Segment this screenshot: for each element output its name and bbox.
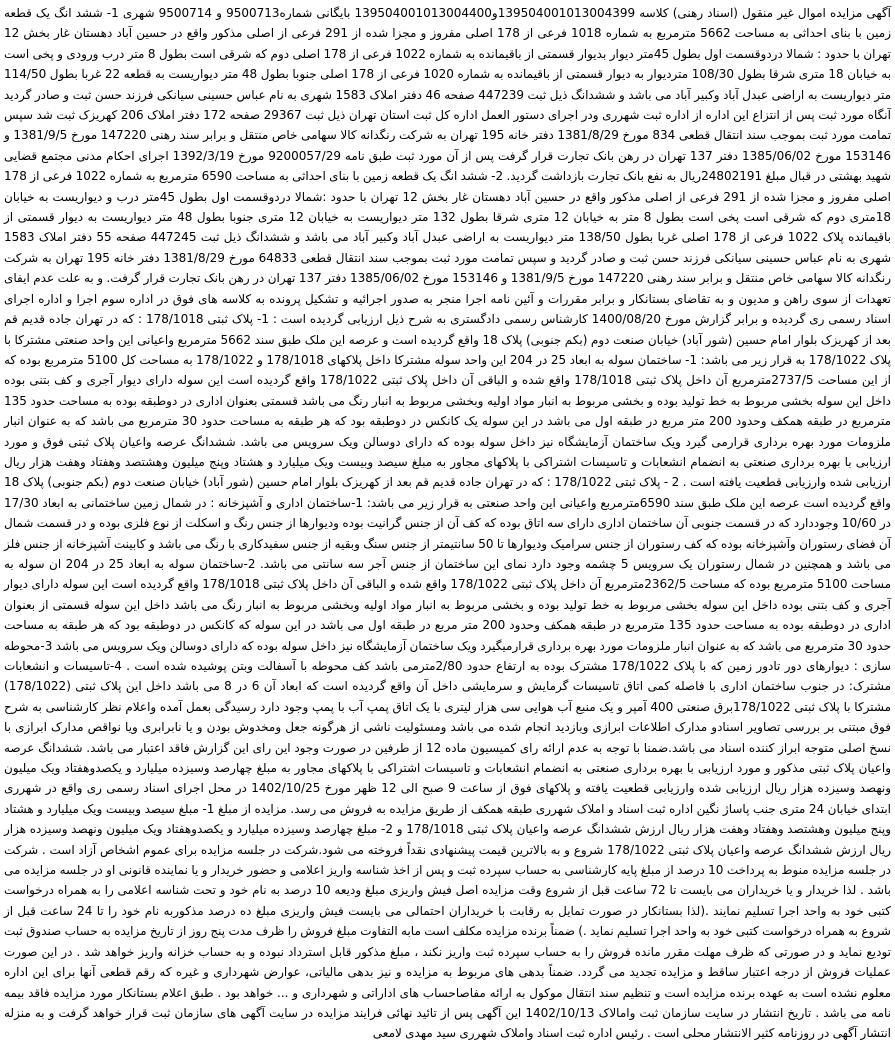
auction-notice-text: آگهی مزایده اموال غیر منقول (اسناد رهنی) کلاسه 139504001013004399و139504001013004400 بایگانی شماره9500713 و 9500714 شهری 1- ششد انگ یک قطعه زمین با بنای احداثی به مساحت 5662 مترمربع به شماره 1018 فرعی از 178 اصلی مفروز و مجزا شده از 291 فرعی از اصلی مذکور واقع در حسین آباد دهستان غار بخش 12 تهران با حدود : شمالا دردوقسمت اول بطول 45متر دیوار بدیوار قسمتی از باقیمانده به شماره 1022 فرعی از 178 اصلی دوم که شرقی است بطول 8 متر درب ورودی و پخی است به خیابان 18 متری شرقا بطول 108/30 متردیوار به دیوار قسمتی از باقیمانده به شماره 1020 فرعی از 178 اصلی جنوبا بطول 48 متر دیواریست به قطعه 22 غربا بطول 114/50 متر دیواریست به اراضی عبدل آباد وکبیر آباد می باشد و ششدانگ ذیل ثبت 447239 صفحه 46 دفتر املاک 1583 شهری به نام عباس حسینی سیانکی فرزند حسن ثبت و صادر گردید آنگاه مورد ثبت پس از انتزاع این اداره از اداره ثبت شهرری ودر اجرای دستور العمل اداره کل ثبت استان تهران ذیل ثبت 29367 صفحه 172 دفتر املاک 206 کهریزک ثبت شد سپس تمامت مورد ثبت بموجب سند انتقال قطعی 834 مورخ 1381/8/29 دفتر خانه 195 تهران به شرکت رنگدانه کالا سهامی خاص منتقل و برابر سند رهنی 147220 مورخ 1381/9/5 و 153146 مورخ 1385/06/02 دفتر 137 تهران در رهن بانک تجارت قرار گرفت پس از آن مورد ثبت طبق نامه 9200057/29 مورخ 1392/3/19 اجرای احکام مدنی مجتمع قضایی شهید بهشتی در قبال مبلغ 24802191ریال به نفع بانک تجارت بازداشت گردید. 2- ششد انگ یک قطعه زمین با بنای احداثی به مساحت 6590 مترمربع به شماره 1022 فرعی از 178 اصلی مفروز و مجزا شده از 291 فرعی از اصلی مذکور واقع در حسین آباد دهستان غار بخش 12 تهران با حدود :شمالا دردوقسمت اول بطول 45متر درب و دیواریست به خیابان 18متری دوم که شرقی است پخی است بطول 8 متر به خیابان 12 متری شرقا بطول 132 متر دیواریست به خیابان 12 متری جنوبا بطول 48 متر دیواریست به دیوار قسمتی از باقیمانده پلاک 1022 فرعی از 178 اصلی غربا بطول 138/50 متر دیواریست به اراضی عبدل آباد وکبیر آباد می باشد و ششدانگ ذیل ثبت 447245 صفحه 55 دفتر املاک 1583 شهری به نام عباس حسینی سیانکی فرزند حسن ثبت و صادر گردید و سپس تمامت مورد ثبت بموجب سند انتقال قطعی 64833 مورخ 1381/8/29 دفتر خانه 195 تهران به شرکت رنگدانه کالا سهامی خاص منتقل و برابر سند رهنی 147220 مورخ 1381/9/5 و 153146 مورخ 1385/06/02 دفتر 137 تهران در رهن بانک تجارت قرار گرفت. و به علت عدم ایفای تعهدات از سوی راهن و مدیون و به تقاضای بستانکار و برابر مقررات و آئین نامه اجرا منجر به صدور اجرائیه و تشکیل پرونده به کلاسه های فوق در اداره سوم اجرا و اداره اجرای اسناد رسمی ری گردیده و برابر گزارش مورخ 1400/08/20 کارشناس رسمی دادگستری به شرح ذیل ارزیابی گردیده است : 1- پلاک ثبتی 178/1018 : که در تهران جاده قدیم قم بعد از کهریزک بلوار امام حسین (شور آباد) خیابان صنعت دوم (بکم جنوبی) پلاک 18 واقع گردیده است و عرصه این ملک طبق سند 5662 مترمربع واعیانی این واحد صنعتی مشترکا با پلاک 178/1022 به قرار زیر می باشد: 1- ساختمان سوله به ابعاد 25 در 204 این واحد سوله مشترکا داخل پلاکهای 178/1018 و 178/1022 به مساحت کل 5100 مترمربع بوده که از این مساحت 2737/5مترمربع آن داخل پلاک ثبتی 178/1018 واقع شده و الباقی آن داخل پلاک ثبتی 178/1022 واقع گردیده است این سوله دارای دیوار آجری و کف بتنی بوده داخل این سوله بخشی مربوط به خط تولید بوده و بخشی مربوط به انبار مواد اولیه وبخشی مربوط به انبار رنگ می باشد قسمتی بعنوان اداری در دوطبقه بوده به مساحت حدود 135 مترمربع در طبقه همکف وحدود 200 متر مربع در طبقه اول می باشد در این سوله یک کانکس در دوطبقه بود که هر طبقه به مساحت حدود 30 مترمربع می باشد که به عنوان انبار ملزومات مورد بهره برداری قرارمی گیرد ویک ساختمان آزمایشگاه نیز داخل سوله بوده که دارای دوسالن ویک سرویس می باشد. ششدانگ عرصه واعیان پلاک ثبتی فوق و مورد ارزیابی با بهره برداری صنعتی به انضمام انشعابات و تاسیسات اشتراکی با پلاکهای مجاور به مبلغ سیصد وبیست ویک میلیارد و هشتاد وپنج میلیون وهشتصد وهفتاد وهفت هزار ریال ارزیابی شده وارزیابی قطعیت یافته است . 2 - پلاک ثبتی 178/1022 : که در تهران جاده قدیم قم بعد از کهریزک بلوار امام حسین (شور آباد) خیابان صنعت دوم (بکم جنوبی) پلاک 18 واقع گردیده است عرصه این ملک طبق سند 6590مترمربع واعیانی این واحد صنعتی به قرار زیر می باشد: 1-ساختمان اداری و آشپزخانه : در شمال زمین ساختمانی به ابعاد 17/30 در 10/60 وجوددارد که در قسمت جنوبی آن ساختمان اداری دارای سه اتاق بوده که کف آن از جنس گرانیت بوده ودیوارها از جنس رنگ و اسکلت از نوع فلزی بوده و در قسمت شمال آن فضای رستوران وآشپزخانه بوده که کف رستوران از جنس سرامیک ودیوارها تا 50 سانتیمتر از جنس سنگ وبقیه از جنس سفیدکاری با رنگ می باشد و کابینت آشپزخانه از جنس فلز می باشد و همچنین در شمال رستوران یک سرویس 5 چشمه وجود دارد نمای این ساختمان از جنس آجر سه سانتی می باشد. 2-ساختمان سوله به ابعاد 25 در 204 ان سوله به مساحت 5100 مترمربع بوده که مساحت 2362/5مترمربع آن داخل پلاک ثبتی 178/1022 واقع شده و الباقی آن داخل پلاک ثبتی 178/1018 واقع گردیده است این سوله دارای دیوار آجری و کف بتنی بوده داخل این سوله بخشی مربوط به خط تولید بوده و بخشی مربوط به انبار مواد اولیه وبخشی مربوط به انبار رنگ می باشد داخل این سوله قسمتی از بعنوان اداری در دوطبقه بوده به مساحت حدود 135 مترمربع در طبقه همکف وحدود 200 متر مربع در طبقه اول می باشد در این سوله که کانکس در دوطبقه بود که هر طبقه به مساحت حدود 30 مترمربع می باشد که به عنوان انبار ملزومات مورد بهره برداری قرارمیگیرد ویک ساختمان آزمایشگاه نیز داخل سوله بوده که دارای دوسالن ویک سرویس می باشد 3-محوطه سازی : دیوارهای دور تادور زمین که با پلاک 178/1022 مشترک بوده به ارتفاع حدود 2/80مترمی باشد کف محوطه با آسفالت وبتن پوشیده شده است . 4-تاسیسات و انشعابات مشترک: در جنوب ساختمان اداری با فاصله کمی اتاق تاسیسات گرمایش و سرمایشی داخل آن واقع گردیده است که ابعاد آن 6 در 8 می باشد داخل این پلاک ثبتی (178/1022) مشترکا با پلاک ثبتی 178/1022برق صنعتی 400 آمپر و یک منبع آب هوایی سی هزار لیتری با یک اتاق پمپ آب با پمپ وجود دارد رسیدگی بعمل آمده واعلام نظر کارشناسی به شرح فوق مبتنی بر بررسی تصاویر اسنادو مدارک اطلاعات ابرازی وبازدید انجام شده می باشد ومسئولیت ناشی از هرگونه جعل ومخدوش بودن و یا نابرابری ویا نواقص مدارک ابرازی با نسخ اصلی متوجه ابراز کننده اسناد می باشد.ضمنا با توجه به عدم ارائه رای کمیسیون ماده 12 از طرفین در صورت وجود این رای این گزارش فاقد اعتبار می باشد. ششدانگ عرصه واعیان پلاک ثبتی مذکور و مورد ارزیابی با بهره برداری صنعتی به انضمام انشعابات و تاسیسات اشتراکی با پلاکهای مجاور به مبلغ چهارصد وسیزده میلیارد و یکصدوهفتاد ویک میلیون ونهصد وسیزده هزار ریال ارزیابی شده وارزیابی قطعیت یافته و پلاکهای فوق از ساعت 9 صبح الی 12 ظهر مورخ 1402/10/25 در محل اجرای اسناد رسمی ری واقع در شهرری ابتدای خیابان 24 متری جنب پاساژ نگین اداره ثبت اسناد و املاک شهرری طبقه همکف از طریق مزایده به فروش می رسد. مزایده از مبلغ 1- مبلغ سیصد وبیست ویک میلیارد و هشتاد وپنج میلیون وهشتصد وهفتاد وهفت هزار ریال ارزش ششدانگ عرصه واعیان پلاک ثبتی 178/1018 و 2- مبلغ چهارصد وسیزده میلیارد و یکصدوهفتاد ویک میلیون ونهصد وسیزده هزار ریال ارزش ششدانگ عرصه واعیان پلاک ثبتی 178/1022 شروع و به بالاترین قیمت پیشنهادی نقداً فروخته می شود.شرکت در جلسه مزایده برای عموم اشخاص آزاد است . شرکت در جلسه مزایده منوط به پرداخت 10 درصد از مبلغ پایه کارشناسی به حساب سپرده ثبت و پس از اخذ شناسه واریز اعلامی و حضور خریدار و یا نماینده قانونی او در جلسه مزایده می باشد . لذا خریدار و یا خریداران می بایست تا 72 ساعت قبل از شروع وقت مزایده اصل فیش واریزی مبلغ ودیعه 10 درصد به نام خود و تحت شناسه اعلامی را به همراه درخواست کتبی خود به واحد اجرا تسلیم نمایند .(لذا بستانکار در صورت تمایل به رقابت با خریداران احتمالی می بایست فیش واریزی مبلغ ده درصد مذکوربه نام خود را تا 24 ساعت قبل از شروع به همراه درخواست کتبی خود به واحد اجرا تسلیم نماید .) ضمناً برنده مزایده مکلف است مابه التفاوت مبلغ فروش را ظرف مدت پنج روز از تاریخ مزایده به حساب صندوق ثبت تودیع نماید و در صورتی که ظرف مهلت مقرر مانده فروش را به حساب سپرده ثبت واریز نکند ، مبلغ مذکور قابل استرداد نبوده و به حساب خزانه واریز خواهد شد . در این صورت عملیات فروش از درجه اعتبار ساقط و مزایده تجدید می گردد. ضمناً بدهی های مربوط به مزایده و نیز بدهی مالیاتی، عوارض شهرداری و غیره که رقم قطعی آنها برای این اداره معلوم نشده است به عهده برنده مزایده است و تنظیم سند انتقال موکول به ارائه مفاصاحساب های اداراتی و شهرداری و ... خواهد بود . طبق اعلام بستانکار مورد مزایده فاقد بیمه نامه می باشد . تاریخ انتشار در سایت سازمان ثبت وامالاک 1402/10/13 این آگهی پس از تائید نهائی فرایند مزایده در سایت آگهی های سازمان ثبت قرار خواهد گرفت و به منزله انتشار آگهی در روزنامه کثیر الانتشار محلی است . رئیس اداره ثبت اسناد واملاک شهرری سید مهدی لامعی	[4, 6, 892, 1041]
